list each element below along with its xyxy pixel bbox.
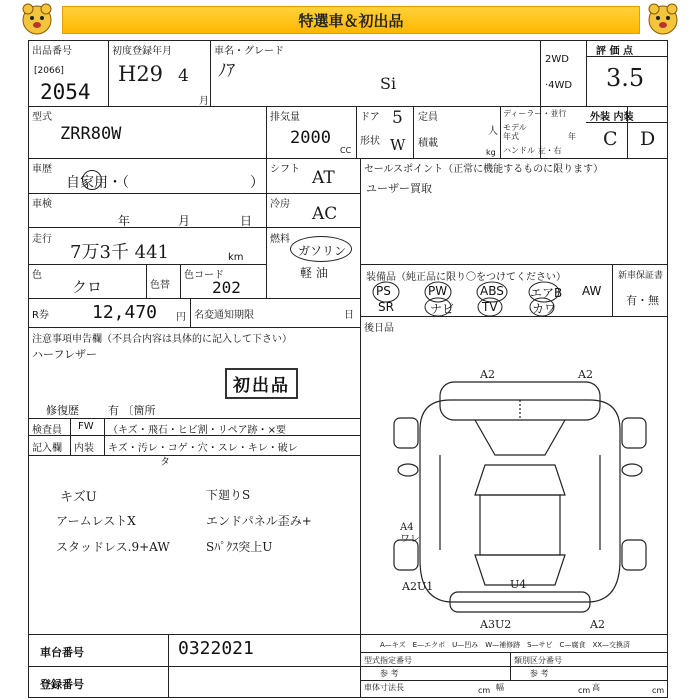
inspector-note-right-2: エンドパネル歪み+ xyxy=(206,514,312,528)
equip-sr: SR xyxy=(378,300,394,314)
mileage-unit: km xyxy=(228,252,244,263)
name-change-day: 日 xyxy=(344,310,354,321)
model-label: 車名・グレード xyxy=(214,46,284,57)
lot-code: [2066] xyxy=(34,66,64,76)
equip-navi: ナビ xyxy=(430,302,455,316)
mark-front-left: A2 xyxy=(480,368,495,381)
mascot-left-icon xyxy=(20,2,54,36)
history-label: 車歴 xyxy=(32,164,52,175)
footer-r1b: 類別区分番号 xyxy=(514,656,562,665)
inspector-note-left-1: キズU xyxy=(60,490,97,505)
mark-rear-right: A2 xyxy=(590,618,605,631)
color-label: 色 xyxy=(32,270,42,281)
dealer-line4: 年 xyxy=(568,132,576,141)
checker-label2: 記入欄 xyxy=(32,443,62,454)
inspector-note-left-3: スタッドレス.9+AW xyxy=(56,540,170,554)
guarantee-value: 有・無 xyxy=(626,294,659,307)
notes-line1: ハーフレザー xyxy=(32,348,98,361)
mark-rear-center: U4 xyxy=(510,578,527,591)
color-value: クロ xyxy=(72,278,103,296)
load-label: 積載 xyxy=(418,138,438,149)
dealer-line2: モデル xyxy=(503,123,527,132)
mileage-label: 走行 xyxy=(32,234,52,245)
equip-tv: TV xyxy=(482,300,498,314)
chassis-value: 0322021 xyxy=(178,638,254,659)
score-label: 評 価 点 xyxy=(596,46,633,57)
recycle-value: 12,470 xyxy=(92,302,158,323)
ext-int-label: 外装 内装 xyxy=(590,112,634,123)
history-close: ） xyxy=(250,175,264,191)
footer-r2a: 参 考 xyxy=(380,669,399,678)
mark-rear-bumper: A3U2 xyxy=(480,618,512,631)
fuel-diesel: 軽 油 xyxy=(300,266,328,280)
dealer-line3: 年式 xyxy=(503,132,519,141)
footer-r3a: 車体寸法長 xyxy=(364,683,404,692)
displacement-value: 2000 xyxy=(290,128,331,148)
footer-r2b: 参 考 xyxy=(530,669,549,678)
doors-label: ドア xyxy=(360,112,380,123)
repair-value: 有 〔箇所 xyxy=(108,404,156,417)
footer-unit-3: cm xyxy=(652,686,665,695)
chassis-label: 車台番号 xyxy=(40,646,84,659)
sales-point-value: ユーザー買取 xyxy=(366,182,432,195)
doors-value: 5 xyxy=(392,108,403,128)
diagram-legend: A—キズ E—エクボ U—凹み W—補修跡 S—サビ C—腐食 XX—交換済 xyxy=(380,641,631,649)
type-value: ZRR80W xyxy=(60,124,122,144)
checker-row1: （キズ・飛石・ヒビ割・リペア跡・×要 xyxy=(108,425,286,436)
header-banner xyxy=(0,0,700,38)
interior-value: D xyxy=(640,128,656,150)
inspection-label: 車検 xyxy=(32,199,52,210)
mark-front-right: A2 xyxy=(578,368,593,381)
history-circle xyxy=(82,170,102,190)
inspection-year: 年 xyxy=(118,214,131,228)
footer-unit-2: cm xyxy=(578,686,591,695)
aircon-label: 冷房 xyxy=(270,199,290,210)
registration-year: H29 xyxy=(118,62,164,86)
lot-number: 2054 xyxy=(40,80,91,104)
first-listing-stamp: 初出品 xyxy=(225,368,298,399)
history-value: 自家用・（ xyxy=(66,175,129,191)
footer-r1a: 型式指定番号 xyxy=(364,656,412,665)
fuel-gasoline: ガソリン xyxy=(298,244,347,258)
equip-ps: PS xyxy=(376,284,391,298)
lot-label: 出品番号 xyxy=(32,46,72,57)
name-change-label: 名変通知期限 xyxy=(194,310,254,321)
shape-value: W xyxy=(390,136,406,154)
color-code: 202 xyxy=(212,278,241,297)
inspector-note-right-3: Sﾊﾟｸｽ突上U xyxy=(206,540,273,554)
equipment-circles xyxy=(360,264,620,316)
equip-aw: AW xyxy=(582,284,602,298)
checker-label1: 検査員 xyxy=(32,425,62,436)
guarantee-label: 新車保証書 xyxy=(618,271,664,281)
registration-month-unit: 月 xyxy=(199,96,209,107)
score-value: 3.5 xyxy=(606,64,645,92)
footer-r3c: 高 xyxy=(592,683,600,692)
rear-seat-label: 後日品 xyxy=(364,323,394,334)
model-name: ﾉｱ xyxy=(218,61,235,81)
equip-abs: ABS xyxy=(480,284,504,298)
shape-label: 形状 xyxy=(360,136,380,147)
sales-point-label: セールスポイント（正常に機能するものに限ります） xyxy=(364,164,604,175)
fuel-label: 燃料 xyxy=(270,234,290,245)
color-code-label: 色コード xyxy=(184,270,224,281)
mascot-right-icon xyxy=(646,2,680,36)
checker-fw: FW xyxy=(78,421,94,432)
mark-left-door: A4 ワレ xyxy=(400,522,420,545)
model-grade: Si xyxy=(380,74,397,93)
inspection-day: 日 xyxy=(240,214,253,228)
inspector-note-left-2: アームレストX xyxy=(56,514,136,528)
repair-label: 修復歴 xyxy=(46,404,79,417)
equip-leather: カワ xyxy=(532,302,557,316)
checker-row2: キズ・汚レ・コゲ・穴・スレ・キレ・破レ xyxy=(108,443,298,454)
mileage-value: 7万3千 441 xyxy=(70,242,169,263)
dealer-line1: ディーラー・並行 xyxy=(503,109,567,118)
fuel-circle xyxy=(290,236,352,262)
footer-r3b: 幅 xyxy=(496,683,504,692)
checker-interior: 内装 xyxy=(74,443,94,454)
checker-note: タ xyxy=(160,457,170,468)
equipment-label: 装備品（純正品に限り〇をつけてください） xyxy=(366,272,566,283)
drive-4wd: ·4WD xyxy=(545,80,573,91)
notes-label: 注意事項申告欄（不具合内容は具体的に記入して下さい） xyxy=(32,334,292,345)
dealer-handle: ハンドル 左・右 xyxy=(503,146,562,155)
load-unit: kg xyxy=(486,148,496,157)
displacement-unit: CC xyxy=(340,146,352,155)
inspector-note-right-1: 下廻りS xyxy=(206,488,251,502)
footer-unit-1: cm xyxy=(478,686,491,695)
exterior-value: C xyxy=(603,128,618,150)
banner-title: 特選車＆初出品 xyxy=(298,12,404,30)
aircon-value: AC xyxy=(312,204,338,224)
drive-2wd: 2WD xyxy=(545,54,569,65)
mark-left-rear: A2U1 xyxy=(402,580,434,593)
equip-pw: PW xyxy=(428,284,448,298)
shift-value: AT xyxy=(312,168,335,188)
plate-label: 登録番号 xyxy=(40,678,84,691)
displacement-label: 排気量 xyxy=(270,112,300,123)
type-label: 型式 xyxy=(32,112,52,123)
recycle-unit: 円 xyxy=(176,312,186,323)
shift-label: シフト xyxy=(270,164,300,175)
banner-bar xyxy=(62,6,640,34)
inspection-month: 月 xyxy=(178,214,191,228)
registration-label: 初度登録年月 xyxy=(112,46,172,57)
capacity-unit: 人 xyxy=(488,126,498,137)
color-change-label: 色替 xyxy=(150,280,170,291)
registration-month: 4 xyxy=(178,66,189,86)
capacity-label: 定員 xyxy=(418,112,438,123)
equip-airbag: エアB xyxy=(530,286,563,300)
recycle-label: R券 xyxy=(32,310,49,321)
